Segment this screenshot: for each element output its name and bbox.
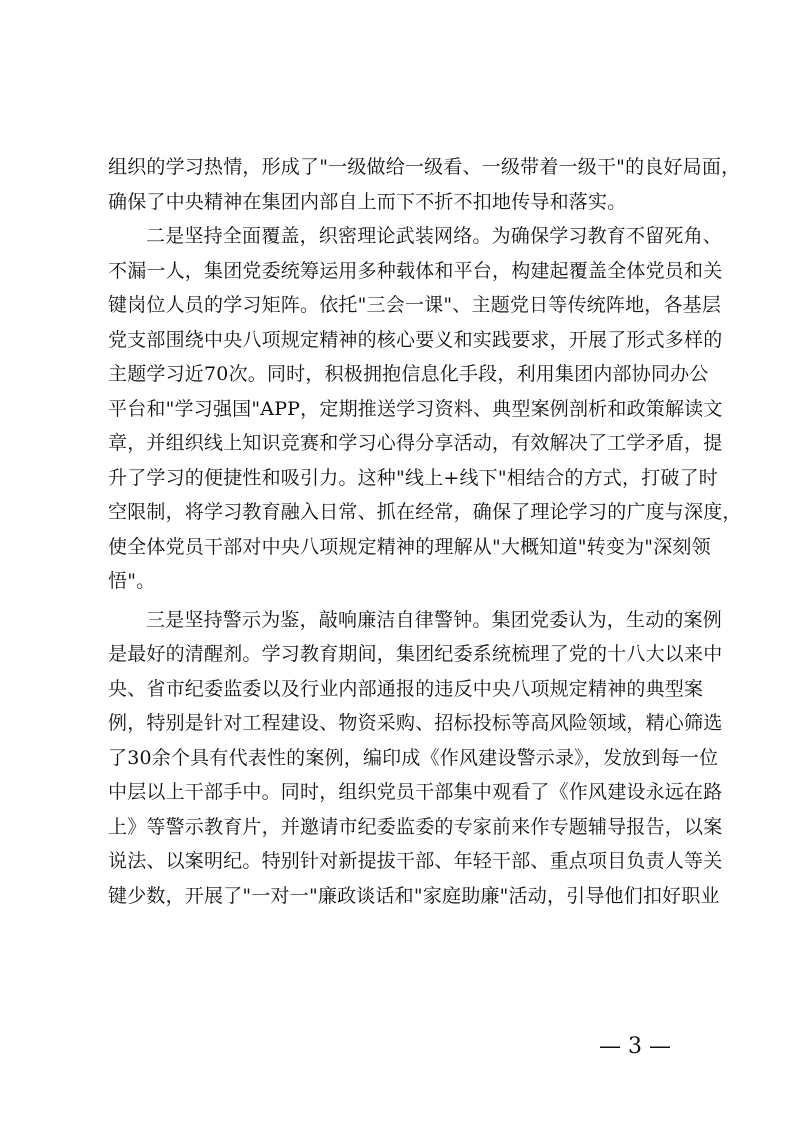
text-line: 三是坚持警示为鉴，敲响廉洁自律警钟。集团党委认为，生动的案例 [146,608,723,631]
text-line: 二是坚持全面覆盖，织密理论武装网络。为确保学习教育不留死角、 [146,225,723,247]
text-line: 主题学习近70次。同时，积极拥抱信息化手段，利用集团内部协同办公 [108,363,709,385]
text-line: 央、省市纪委监委以及行业内部通报的违反中央八项规定精神的典型案 [108,677,704,700]
text-line: 空限制，将学习教育融入日常、抓在经常，确保了理论学习的广度与深度， [108,501,742,523]
text-line: 了30余个具有代表性的案例，编印成《作风建设警示录》，发放到每一位 [108,746,719,769]
text-line: 章，并组织线上知识竞赛和学习心得分享活动，有效解决了工学矛盾，提 [108,432,723,454]
text-line: 党支部围绕中央八项规定精神的核心要义和实践要求，开展了形式多样的 [108,328,723,351]
text-line: 确保了中央精神在集团内部自上而下不折不扣地传导和落实。 [108,190,627,213]
paragraph-1 [108,150,741,219]
text-line: 平台和"学习强国"APP，定期推送学习资料、典型案例剖析和政策解读文 [108,397,723,420]
text-line: 不漏一人，集团党委统筹运用多种载体和平台，构建起覆盖全体党员和关 [108,259,723,282]
text-line: 悟"。 [108,570,156,592]
document-body [108,150,742,913]
text-line: 上》等警示教育片，并邀请市纪委监委的专家前来作专题辅导报告，以案 [108,815,723,838]
text-line: 升了学习的便捷性和吸引力。这种"线上+线下"相结合的方式，打破了时 [108,466,719,489]
text-line: 是最好的清醒剂。学习教育期间，集团纪委系统梳理了党的十八大以来中 [108,643,723,665]
text-line: 键少数，开展了"一对一"廉政谈话和"家庭助廉"活动，引导他们扣好职业 [108,884,720,907]
text-line: 组织的学习热情，形成了"一级做给一级看、一级带着一级干"的良好局面， [108,156,741,178]
paragraph-3 [108,603,723,914]
page-number: — 3 — [599,1034,671,1059]
paragraph-2 [108,219,742,599]
text-line: 使全体党员干部对中央八项规定精神的理解从"大概知道"转变为"深刻领 [108,535,711,558]
text-line: 键岗位人员的学习矩阵。依托"三会一课"、主题党日等传统阵地，各基层 [108,294,722,316]
text-line: 中层以上干部手中。同时，组织党员干部集中观看了《作风建设永远在路 [108,781,723,803]
text-line: 例，特别是针对工程建设、物资采购、招标投标等高风险领域，精心筛选 [108,712,723,734]
text-line: 说法、以案明纪。特别针对新提拔干部、年轻干部、重点项目负责人等关 [108,850,723,872]
